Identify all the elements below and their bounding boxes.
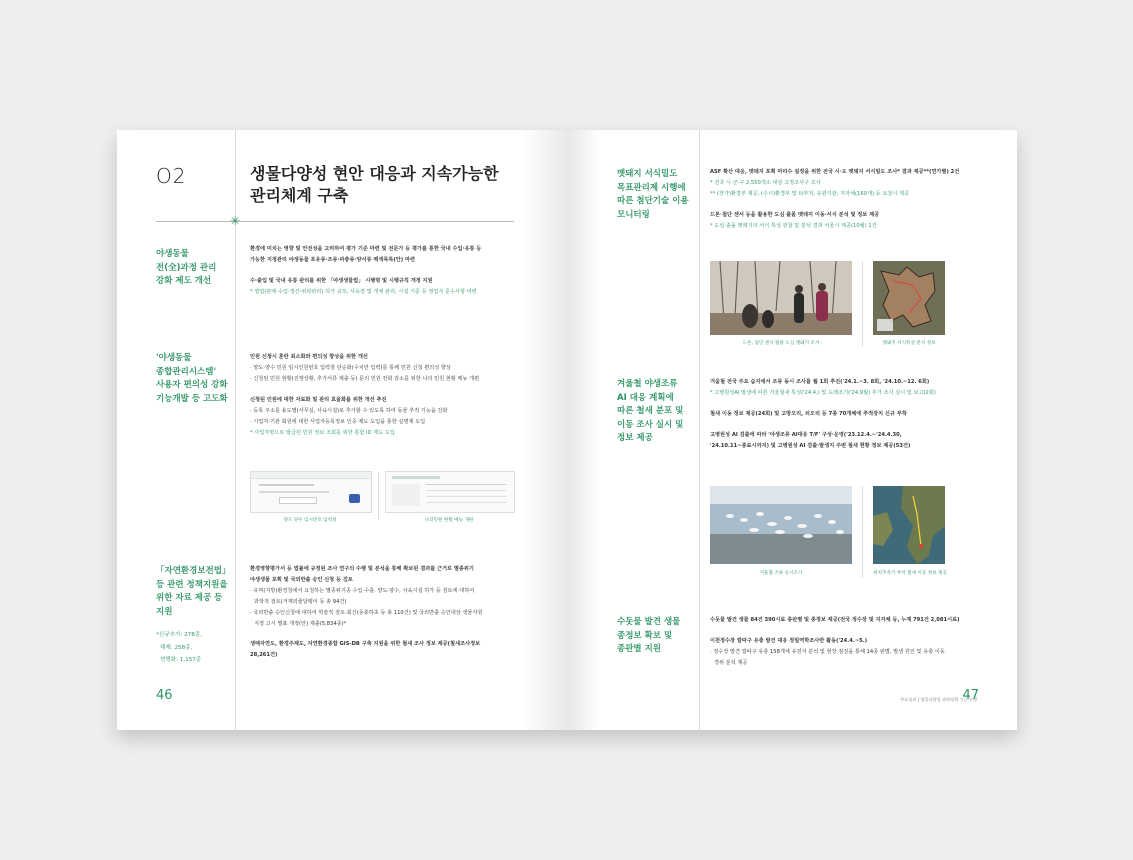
- screenshot-sidebar: [392, 484, 420, 506]
- block1-body: 환경에 미치는 영향 및 안전성을 고려하여 평가 기준 마련 및 전문가 등 평가를 통한 국내 수입·유통 등 가능한 지정관리 야생동물 포유류·조류·파충류·양서류 백색목록(안) 마련 수·출입 및 국내 유통 관리를 위한 「야생생물법」 시행령 및 시행규칙 개정 지원 * 영업(판매·수입·생산·위탁관리) 허가 규모, 사육장 및 개체 관리, 시설 기준 등 영업자 준수사항 마련: [250, 246, 482, 295]
- side-heading-bird-ai: 겨울철 야생조류 AI 대응 계획에 따른 철새 분포 및 이동 조사 실시 및 정보 제공: [617, 379, 684, 443]
- screenshot-header-bar: [251, 472, 371, 479]
- forest-survey-illustration: [710, 261, 852, 335]
- block3-body: 환경영향평가서 등 법률에 규정된 조사 연구의 수행 및 분석을 통해 확보된 결과를 근거로 멸종위기 야생생물 포획 및 국외반출 승인 신청 등 검토 · 유역(지방)환경청에서 요청하는 멸종위기종 수입·수출, 양도·양수, 사육시설 허가 등 검토에 대하여 과학적 검토(거제외줄달팽이 등 총 94건) · 국외반출 승인신청에 대하여 학술적 검토·회신(동충하초 등 총 110건) 및 국외반출 승인대상 생물자원 지정 고시 별표 개정(안) 제출(5,834종)* 생태자연도, 환경주제도, 자연환경종합 GIS-DB 구축 지원을 위한 철새 조사 정보 제공(철새조사정보 28,261건): [250, 566, 483, 658]
- caption-temp-number: 양도 양수 임시번호 입력창: [283, 518, 337, 523]
- screenshot-table-line: [426, 502, 506, 503]
- screenshot-table-line: [426, 484, 506, 485]
- right-block1-body: ASF 확산 대응, 멧돼지 포획 마리수 설정을 위한 전국 시·도 멧돼지 서식밀도 조사* 결과 제공**(연가별) 2건 * 전국 시·군·구 2,550개소 대상 고정조사구 조사 ** (장가)환경부 제공, (수시)환경부 및 타부처, 유관기관, 지자체(160개) 등 요청시 제공 드론·첨단 센서 등을 활용한 도심 출몰 멧돼지 이동·서식 분석 및 정보 제공 * 도심 출몰 멧돼지의 서식 특성 관찰 및 분석 결과 서울시 제공(10월) 1건: [710, 169, 960, 229]
- asterisk-ornament-icon: ✳: [230, 214, 241, 228]
- book-spread: [117, 130, 1017, 730]
- page-number-left: 46: [156, 688, 173, 703]
- side-heading-wildlife-system: '야생동물 종합관리시스템' 사용자 편의성 강화 기능개발 등 고도화: [156, 353, 228, 404]
- right-page: [567, 130, 1017, 730]
- caption-drone-survey: 드론, 첨단 센서 활용 도심 멧돼지 조사: [742, 341, 820, 346]
- species-count-note: *신규추가: 278종, 해제: 258종, 현행화: 1,157종: [156, 632, 202, 663]
- caption-winter-bird-survey: 겨울철 조류 동시조사: [759, 571, 803, 576]
- title-rule: [156, 221, 514, 222]
- side-heading-boar-monitoring: 멧돼지 서식밀도 목표관리제 시행에 따른 첨단기술 이용 모니터링: [617, 169, 689, 220]
- right-block3-body: 수돗물 발견 생물 84건 390시료 종판별 및 종정보 제공(전국 정수장 및 지자체 등, 누계 791건 2,081시료) 이천정수장 깔따구 유충 발견 대응 정밀역학조사반 활동('24.4.~5.) · 정수장 발견 깔따구 유충 158개체 유전자 분석 및 현장 점검을 통해 14종 판별, 발생 원인 및 유충 이동 경위 분석 제공: [710, 617, 960, 666]
- screenshot-divider: [378, 472, 379, 520]
- section-number: O2: [156, 164, 187, 188]
- side-heading-tap-water-organisms: 수돗물 발견 생물 종정보 확보 및 종판별 지원: [617, 617, 681, 654]
- photo-drone-survey: [710, 261, 852, 335]
- photo-divider: [862, 261, 863, 347]
- caption-habitat-map: 멧돼지 서식특성 분석 정보: [882, 341, 936, 346]
- side-heading-wildlife-management: 야생동물 전(全)과정 관리 강화 제도 개선: [156, 249, 217, 286]
- photo-winter-bird-survey: [710, 486, 852, 564]
- left-page: [117, 130, 567, 730]
- screenshot-table-line: [426, 490, 506, 491]
- block2-body: 민원 신청시 혼란 최소화와 편의성 향상을 위한 개선 · 양도·양수 민원 임시인원번호 입력창 단순화(수치만 입력)를 통해 민원 신청 편의성 향상 · 신청된 민원 현황(진행상황, 추가서류 제출 등) 문의 민원 전화 감소를 위한 나의 민원 현황 메뉴 개편 신청된 민원에 대한 자료화 및 관리 효율화를 위한 개선 추진 · 등록 주소를 용도별(사무실, 사육시설)로 추가할 수 있도록 하여 동물 추적 기능을 강화 · 시업자·기관 회원에 대한 사업자등록정보 인증 제도 도입을 통한 실명제 도입 * 사업자명으로 발급된 민원 정보 조회를 위한 통합 ID 제도 도입: [250, 354, 480, 436]
- photo-bird-tracking-map: [873, 486, 945, 564]
- screenshot-table-line: [426, 496, 506, 497]
- photo-divider: [862, 486, 863, 578]
- caption-tracking-info: 위치추적기 부착 철새 이동 정보 제공: [873, 571, 947, 576]
- page-number-right: 47: [962, 688, 979, 703]
- swans-illustration: [710, 486, 852, 564]
- caption-my-complaint: 나의민원 현황 메뉴 개편: [424, 518, 474, 523]
- my-complaint-status-screenshot: [385, 471, 515, 513]
- temp-number-input-screenshot: [250, 471, 372, 513]
- right-column-divider: [699, 130, 700, 730]
- screenshot-text-line: [259, 491, 329, 493]
- tracking-map-illustration: [873, 486, 945, 564]
- side-heading-natural-environment: 「자연환경보전법」 등 관련 정책지원을 위한 자료 제공 등 지원: [156, 566, 231, 617]
- screenshot-input-box: [279, 497, 317, 504]
- screenshot-text-line: [259, 484, 314, 486]
- running-footer: 주요성과 | 생물다양성 과학정책 기능 수행: [900, 697, 977, 702]
- habitat-map-illustration: [873, 261, 945, 335]
- right-block2-body: 겨울철 전국 주요 습지에서 조류 동시 조사를 월 1회 추진('24.1.~3. 8회, '24.10.~12. 6회) * 고병원성AI 발생에 따른 겨울철새 특성('24.4.) 및 도래조기('24.9월) 추가 조사 실시 및 보고(2회) 철새 이동 정보 제공(24회) 및 고방오리, 쇠오리 등 7종 70개체에 추적장치 신규 부착 고병원성 AI 검출에 따라 '야생조류 AI대응 T/F' 구성·운영('23.12.4.~'24.4.30, '24.10.11~종료시까지) 및 고병원성 AI 검출·발생지 주변 철새 현황 정보 제공(53건): [710, 379, 936, 449]
- photo-boar-habitat-map: [873, 261, 945, 335]
- page-title: 생물다양성 현안 대응과 지속가능한 관리체계 구축: [250, 164, 499, 205]
- screenshot-logo-bar: [392, 476, 440, 479]
- screenshot-submit-button: [349, 494, 360, 503]
